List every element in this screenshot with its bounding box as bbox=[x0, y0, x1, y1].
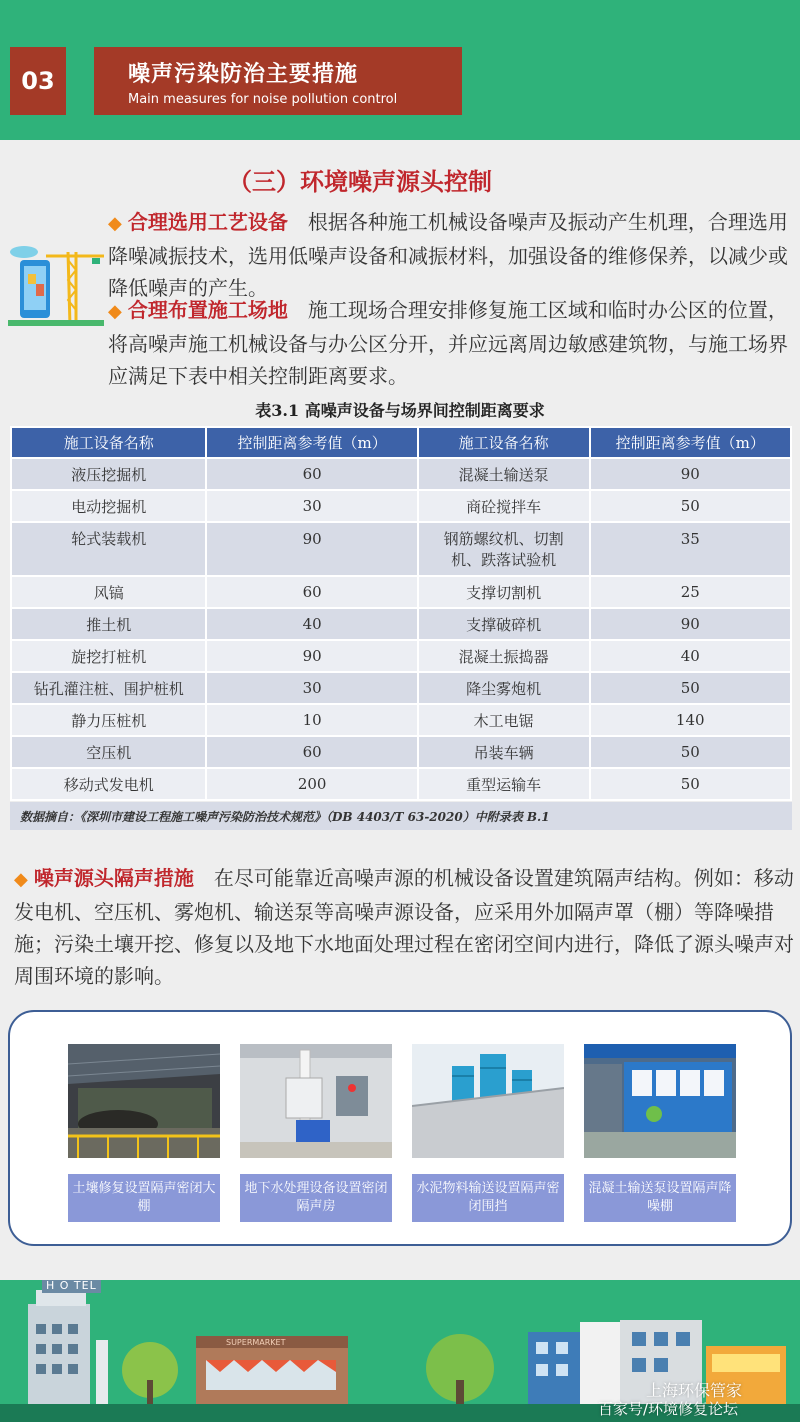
table-cell: 混凝土输送泵 bbox=[418, 458, 590, 490]
water-treatment-room-photo-icon bbox=[240, 1044, 392, 1158]
table-cell: 木工电锯 bbox=[418, 704, 590, 736]
photo-caption: 水泥物料输送设置隔声密闭围挡 bbox=[412, 1174, 564, 1222]
text-equipment: 根据各种施工机械设备噪声及振动产生机理，合理选用降噪减振技术，选用低噪声设备和减振材料，加强设备的维修保养，以减少或降低噪声的产生。 bbox=[108, 210, 788, 300]
table-cell: 30 bbox=[206, 490, 417, 522]
supermarket-sign: SUPERMARKET bbox=[226, 1338, 286, 1347]
photo-card bbox=[240, 1044, 392, 1222]
paragraph-site-layout bbox=[108, 294, 792, 392]
header-equipment: 施工设备名称 bbox=[11, 427, 206, 458]
table-header-row bbox=[11, 427, 791, 458]
diamond-bullet-icon: ◆ bbox=[108, 213, 122, 234]
phone-crane-illustration-icon bbox=[6, 240, 106, 330]
table-row bbox=[11, 704, 791, 736]
table-cell: 25 bbox=[590, 576, 792, 608]
table-row bbox=[11, 736, 791, 768]
table-cell: 40 bbox=[206, 608, 417, 640]
city-footer bbox=[0, 1280, 800, 1422]
keyword-equipment: 合理选用工艺设备 bbox=[127, 210, 288, 234]
table-cell: 支撑破碎机 bbox=[418, 608, 590, 640]
table-row bbox=[11, 576, 791, 608]
table-cell: 电动挖掘机 bbox=[11, 490, 206, 522]
hotel-sign: H O TEL bbox=[42, 1280, 101, 1293]
cement-silo-enclosure-photo-icon bbox=[412, 1044, 564, 1158]
table-cell: 10 bbox=[206, 704, 417, 736]
table-title: 表3.1 高噪声设备与场界间控制距离要求 bbox=[255, 401, 545, 420]
pump-noise-shed-photo-icon bbox=[584, 1044, 736, 1158]
table-cell: 推土机 bbox=[11, 608, 206, 640]
keyword-site-layout: 合理布置施工场地 bbox=[127, 298, 288, 322]
table-row bbox=[11, 640, 791, 672]
table-cell: 30 bbox=[206, 672, 417, 704]
keyword-isolation: 噪声源头隔声措施 bbox=[33, 866, 194, 890]
diamond-bullet-icon: ◆ bbox=[108, 301, 122, 322]
section-number: 03 bbox=[10, 47, 66, 115]
table-cell: 200 bbox=[206, 768, 417, 800]
table-cell: 钻孔灌注桩、围护桩机 bbox=[11, 672, 206, 704]
table-row bbox=[11, 490, 791, 522]
paragraph-isolation bbox=[14, 862, 794, 992]
table-row bbox=[11, 672, 791, 704]
table-cell: 轮式装载机 bbox=[11, 522, 206, 576]
photo-card bbox=[412, 1044, 564, 1222]
table-cell: 钢筋螺纹机、切割机、跌落试验机 bbox=[418, 522, 590, 576]
photo-caption: 地下水处理设备设置密闭隔声房 bbox=[240, 1174, 392, 1222]
watermark-source: 百家号/环境修复论坛 bbox=[598, 1400, 739, 1418]
photo-panel bbox=[8, 1010, 792, 1246]
table-cell: 50 bbox=[590, 768, 792, 800]
paragraph-equipment bbox=[108, 206, 792, 304]
photo-card bbox=[584, 1044, 736, 1222]
header-title-box bbox=[94, 47, 462, 115]
header-equipment: 施工设备名称 bbox=[418, 427, 590, 458]
table-source-note: 数据摘自：《深圳市建设工程施工噪声污染防治技术规范》（DB 4403/T 63-2020）中附录表 B.1 bbox=[10, 802, 792, 830]
table-cell: 风镐 bbox=[11, 576, 206, 608]
table-cell: 35 bbox=[590, 522, 792, 576]
table-cell: 移动式发电机 bbox=[11, 768, 206, 800]
table-cell: 50 bbox=[590, 736, 792, 768]
table-row bbox=[11, 608, 791, 640]
table-cell: 静力压桩机 bbox=[11, 704, 206, 736]
table-cell: 90 bbox=[590, 608, 792, 640]
header-distance: 控制距离参考值（m） bbox=[206, 427, 417, 458]
photo-caption: 混凝土输送泵设置隔声降噪棚 bbox=[584, 1174, 736, 1222]
table-cell: 90 bbox=[206, 522, 417, 576]
table-cell: 50 bbox=[590, 490, 792, 522]
table-cell: 50 bbox=[590, 672, 792, 704]
diamond-bullet-icon: ◆ bbox=[14, 869, 28, 890]
table-cell: 140 bbox=[590, 704, 792, 736]
table-cell: 商砼搅拌车 bbox=[418, 490, 590, 522]
distance-table bbox=[10, 426, 792, 801]
table-cell: 液压挖掘机 bbox=[11, 458, 206, 490]
watermark-brand: 上海环保管家 bbox=[646, 1381, 743, 1400]
table-cell: 混凝土振捣器 bbox=[418, 640, 590, 672]
photo-caption: 土壤修复设置隔声密闭大棚 bbox=[68, 1174, 220, 1222]
table-cell: 降尘雾炮机 bbox=[418, 672, 590, 704]
table-cell: 60 bbox=[206, 576, 417, 608]
table-cell: 60 bbox=[206, 458, 417, 490]
table-row bbox=[11, 458, 791, 490]
steel-shed-photo-icon bbox=[68, 1044, 220, 1158]
section-title: （三）环境噪声源头控制 bbox=[228, 168, 492, 196]
table-cell: 旋挖打桩机 bbox=[11, 640, 206, 672]
table-cell: 空压机 bbox=[11, 736, 206, 768]
table-row bbox=[11, 768, 791, 800]
table-cell: 90 bbox=[206, 640, 417, 672]
table-row bbox=[11, 522, 791, 576]
header-distance: 控制距离参考值（m） bbox=[590, 427, 792, 458]
table-cell: 90 bbox=[590, 458, 792, 490]
header-banner bbox=[0, 0, 800, 140]
table-cell: 60 bbox=[206, 736, 417, 768]
table-cell: 吊装车辆 bbox=[418, 736, 590, 768]
header-subtitle: Main measures for noise pollution control bbox=[128, 92, 398, 107]
header-title: 噪声污染防治主要措施 bbox=[128, 62, 359, 87]
text-isolation: 在尽可能靠近高噪声源的机械设备设置建筑隔声结构。例如：移动发电机、空压机、雾炮机、输送泵等高噪声源设备，应采用外加隔声罩（棚）等降噪措施；污染土壤开挖、修复以及地下水地面处理过程在密闭空间内进行，降低了源头噪声对周围环境的影响。 bbox=[14, 866, 794, 988]
text-site-layout: 施工现场合理安排修复施工区域和临时办公区的位置，将高噪声施工机械设备与办公区分开，并应远离周边敏感建筑物，与施工场界应满足下表中相关控制距离要求。 bbox=[108, 298, 788, 388]
table-cell: 支撑切割机 bbox=[418, 576, 590, 608]
table-cell: 40 bbox=[590, 640, 792, 672]
photo-card bbox=[68, 1044, 220, 1222]
table-cell: 重型运输车 bbox=[418, 768, 590, 800]
